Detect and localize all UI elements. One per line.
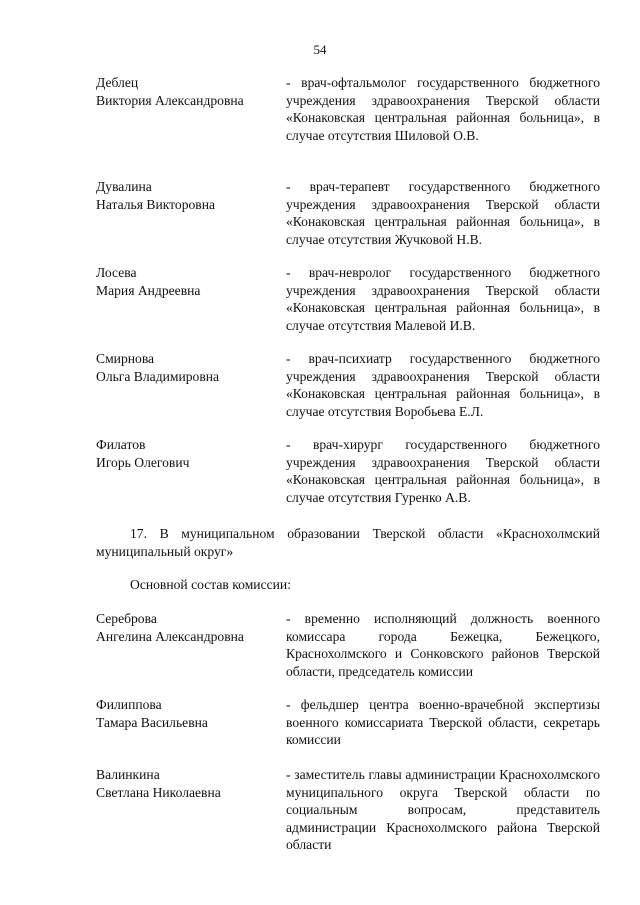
member-name <box>96 696 276 731</box>
member-role: - временно исполняющий должность военного комиссара города Бежецка, Бежецкого, Краснохолмского и Сонковского районов Тверской области, председатель комиссии <box>286 611 600 679</box>
member-name <box>96 766 276 801</box>
member-surname: Филатов <box>96 437 146 452</box>
member-role: - заместитель главы администрации Краснохолмского муниципального округа Тверской области по социальным вопросам, представитель администрации Краснохолмского района Тверской области <box>286 767 600 853</box>
member-given-names: Наталья Викторовна <box>96 196 216 212</box>
member-role: - врач-психиатр государственного бюджетного учреждения здравоохранения Тверской области «Конаковская центральная районная больница», в случае отсутствия Воробьева Е.Л. <box>286 351 600 419</box>
member-role: - врач-хирург государственного бюджетного учреждения здравоохранения Тверской области «Конаковская центральная районная больница», в случае отсутствия Гуренко А.В. <box>286 437 600 505</box>
member-given-names: Светлана Николаевна <box>96 784 221 800</box>
member-given-names: Ангелина Александровна <box>96 628 244 644</box>
member-name <box>96 178 276 213</box>
member-name <box>96 610 276 645</box>
member-name <box>96 436 276 471</box>
member-surname: Дувалина <box>96 179 152 194</box>
member-given-names: Тамара Васильевна <box>96 714 208 730</box>
member-role: - врач-невролог государственного бюджетного учреждения здравоохранения Тверской области «Конаковская центральная районная больница», в случае отсутствия Малевой И.В. <box>286 265 600 333</box>
member-role: - врач-терапевт государственного бюджетного учреждения здравоохранения Тверской области «Конаковская центральная районная больница», в случае отсутствия Жучковой Н.В. <box>286 179 600 247</box>
section-heading: 17. В муниципальном образовании Тверской области «Краснохолмский муниципальный округ» <box>96 526 600 559</box>
member-name <box>96 264 276 299</box>
member-role: - фельдшер центра военно-врачебной экспертизы военного комиссариата Тверской области, секретарь комиссии <box>286 697 600 748</box>
member-given-names: Игорь Олегович <box>96 454 190 470</box>
member-surname: Смирнова <box>96 351 155 366</box>
member-surname: Валинкина <box>96 767 160 782</box>
member-surname: Филиппова <box>96 697 162 712</box>
member-surname: Деблец <box>96 75 139 90</box>
member-name <box>96 74 276 109</box>
member-surname: Сереброва <box>96 611 157 626</box>
member-given-names: Мария Андреевна <box>96 282 201 298</box>
member-role: - врач-офтальмолог государственного бюджетного учреждения здравоохранения Тверской области «Конаковская центральная районная больница», в случае отсутствия Шиловой О.В. <box>286 75 600 143</box>
member-given-names: Ольга Владимировна <box>96 368 220 384</box>
member-given-names: Виктория Александровна <box>96 92 244 108</box>
commission-subheading: Основной состав комиссии: <box>130 577 291 592</box>
member-surname: Лосева <box>96 265 137 280</box>
member-name <box>96 350 276 385</box>
page-number: 54 <box>313 42 327 57</box>
